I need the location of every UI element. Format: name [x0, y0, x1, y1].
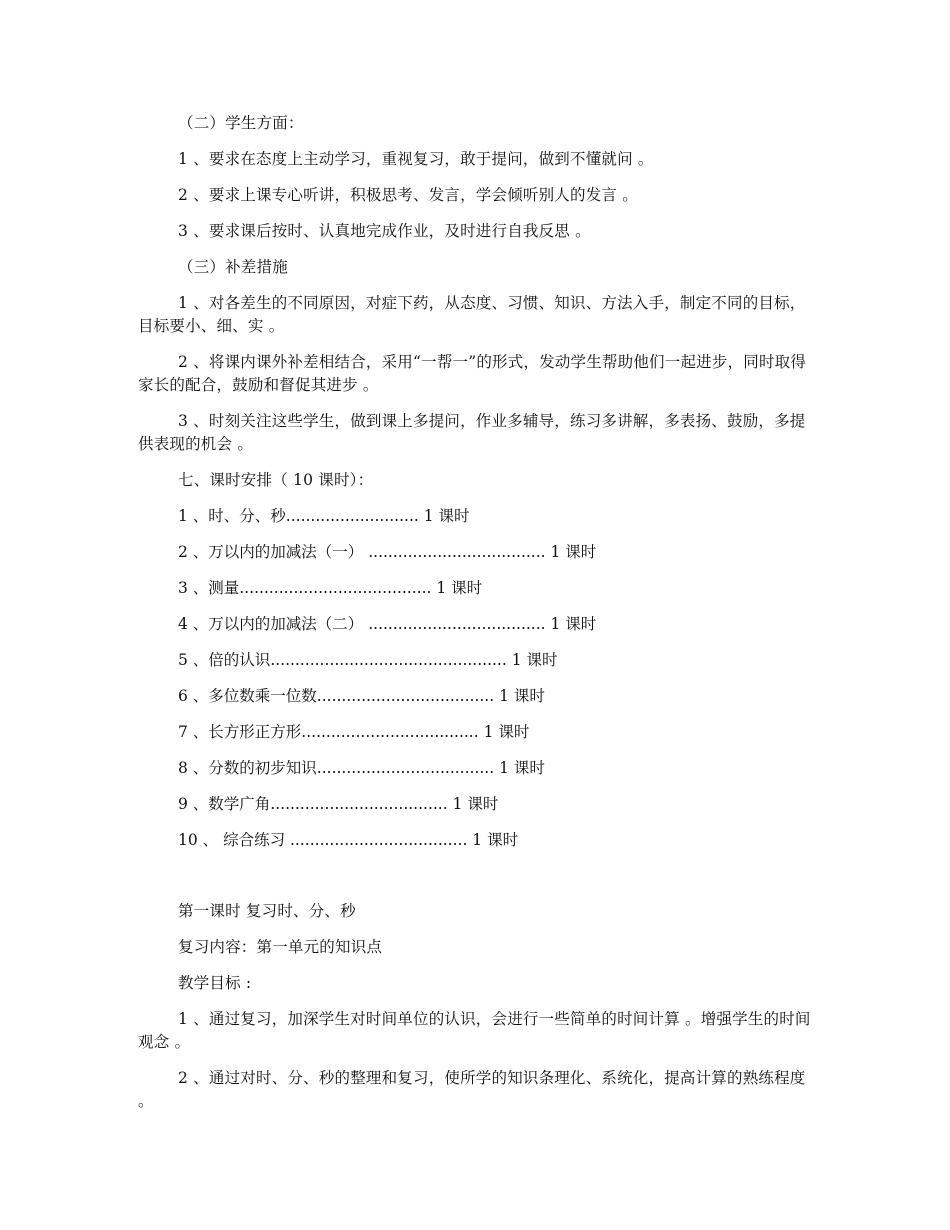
section-heading-remedial: （三）补差措施 — [178, 258, 288, 276]
lesson-one-content: 复习内容：第一单元的知识点 — [178, 938, 383, 956]
remedial-item-1: 1 、对各差生的不同原因，对症下药，从态度、习惯、知识、方法入手，制定不同的目标，目标要小、细、实 。 — [138, 294, 806, 335]
schedule-heading: 七、课时安排（ 10 课时）： — [178, 471, 374, 489]
lesson-one-goals-heading: 教学目标 : — [178, 974, 252, 992]
student-item-2: 2 、要求上课专心听讲，积极思考、发言，学会倾听别人的发言 。 — [178, 186, 638, 204]
schedule-item-9: 9 、数学广角.................................... 1 课时 — [178, 795, 499, 813]
lesson-one-title: 第一课时 复习时、分、秒 — [178, 902, 356, 920]
student-item-3: 3 、要求课后按时、认真地完成作业，及时进行自我反思 。 — [178, 222, 591, 240]
schedule-item-1: 1 、时、分、秒........................... 1 课时 — [178, 507, 470, 525]
remedial-item-2: 2 、将课内课外补差相结合，采用“一帮一”的形式，发动学生帮助他们一起进步，同时取得家长的配合，鼓励和督促其进步 。 — [138, 353, 807, 394]
schedule-item-8: 8 、分数的初步知识.................................... 1 课时 — [178, 759, 545, 777]
schedule-item-4: 4 、万以内的加减法（二） .................................... 1 课时 — [178, 615, 597, 633]
schedule-item-10: 10 、 综合练习 .................................... 1 课时 — [178, 831, 519, 849]
lesson-one-goal-2: 2 、通过对时、分、秒的整理和复习，使所学的知识条理化、系统化，提高计算的熟练程度 。 — [138, 1069, 806, 1110]
schedule-item-6: 6 、多位数乘一位数.................................... 1 课时 — [178, 687, 545, 705]
lesson-one-goal-1: 1 、通过复习，加深学生对时间单位的认识，会进行一些简单的时间计算 。增强学生的时间观念 。 — [138, 1010, 811, 1051]
schedule-item-2: 2 、万以内的加减法（一） .................................... 1 课时 — [178, 543, 597, 561]
schedule-item-3: 3 、测量....................................... 1 课时 — [178, 579, 483, 597]
schedule-item-7: 7 、长方形正方形.................................... 1 课时 — [178, 723, 530, 741]
document-body — [138, 112, 818, 1113]
section-heading-students: （二）学生方面： — [178, 114, 304, 132]
student-item-1: 1 、要求在态度上主动学习，重视复习，敢于提问，做到不懂就问 。 — [178, 150, 654, 168]
remedial-item-3: 3 、时刻关注这些学生，做到课上多提问，作业多辅导，练习多讲解，多表扬、鼓励，多提供表现的机会 。 — [138, 412, 806, 453]
schedule-item-5: 5 、倍的认识................................................ 1 课时 — [178, 651, 558, 669]
